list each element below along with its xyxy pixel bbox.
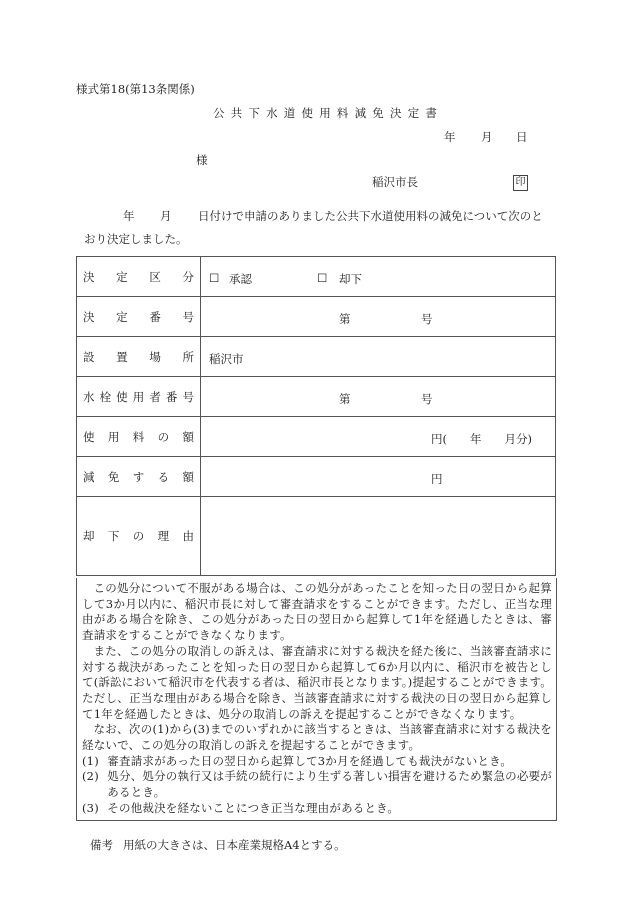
number-suffix: 号: [421, 312, 433, 326]
addressee-honorific: 様: [196, 153, 208, 167]
label-char: の: [132, 529, 145, 543]
row-label: [77, 417, 201, 457]
label-char: 設: [83, 349, 95, 364]
row-label: [77, 377, 201, 417]
notice-paragraph: なお、次の(1)から(3)までのいずれかに該当するときは、当該審査請求に対する裁決を経ないで、この処分の取消しの訴えを提起することができます。: [82, 722, 552, 753]
label-char: 使: [83, 429, 95, 444]
item-number: (2): [82, 769, 99, 784]
item-text: 処分、処分の執行又は手続の続行により生ずる著しい損害を避けるため緊急の必要があるとき。: [107, 769, 552, 800]
label-char: 免: [107, 469, 120, 484]
label-char: 定: [116, 269, 128, 284]
intro-line-2: おり決定しました。: [84, 232, 188, 246]
label-char: す: [132, 469, 145, 484]
label-char: 額: [182, 469, 194, 484]
notice-list-item: [82, 754, 552, 770]
number-suffix: 号: [421, 392, 433, 406]
intro-year: 年: [123, 209, 135, 223]
number-prefix: 第: [339, 312, 351, 326]
row-label-text: [83, 349, 194, 365]
table-row: [77, 337, 556, 377]
label-char: 所: [182, 349, 194, 364]
label-char: 用: [107, 429, 120, 444]
row-value: 稲沢市: [209, 352, 244, 366]
table-row: [77, 417, 556, 457]
row-value-field[interactable]: [201, 377, 556, 417]
row-label-text: [83, 429, 194, 445]
remark: [90, 840, 346, 852]
item-number: (1): [82, 753, 99, 768]
option-label: 承認: [229, 272, 252, 286]
row-label-text: [83, 469, 194, 485]
table-row: [77, 257, 556, 297]
row-label: [77, 297, 201, 337]
date-month-label: 月: [481, 130, 493, 144]
label-char: 番: [165, 389, 178, 404]
date-day-label: 日: [516, 130, 528, 144]
table-row: [77, 297, 556, 337]
number-prefix: 第: [339, 392, 351, 406]
row-label: [77, 257, 201, 297]
row-label-text: [83, 309, 194, 325]
label-char: 決: [83, 309, 95, 324]
checkbox-reject[interactable]: ☐: [317, 271, 328, 285]
label-char: 額: [182, 429, 194, 444]
notice-list-item: [82, 801, 552, 817]
label-char: 置: [116, 349, 128, 364]
issuer-name: 稲沢市長: [372, 175, 418, 189]
intro-line-1: [123, 211, 543, 223]
seal-stamp-icon: 印: [513, 175, 528, 191]
label-char: 定: [116, 309, 128, 324]
row-label: [77, 497, 201, 576]
row-value: 円: [431, 472, 443, 486]
date-year-label: 年: [444, 130, 456, 144]
label-char: 区: [149, 269, 161, 284]
label-char: 番: [149, 309, 161, 324]
label-char: 水: [83, 389, 95, 404]
decision-form-table: [76, 256, 556, 576]
remark-label: 備考: [90, 838, 113, 852]
label-char: 分: [182, 269, 194, 284]
item-text: 審査請求があった日の翌日から起算して3か月を経過しても裁決がないとき。: [107, 753, 513, 768]
row-label-text: [83, 389, 194, 405]
remark-text: 用紙の大きさは、日本産業規格A4とする。: [123, 838, 346, 852]
notice-paragraph: また、この処分の取消しの訴えは、審査請求に対する裁決を経た後に、当該審査請求に対する裁決があったことを知った日の翌日から起算して6か月以内に、稲沢市を被告として(訴訟において稲沢市を代表する者は、稲沢市長となります。)提起することができます。ただし、正当な理由がある場合を除き、当該審査請求に対する裁決の日の翌日から起算して1年を経過したときは、処分の取消しの訴えを提起することができなくなります。: [82, 643, 552, 721]
label-char: の: [157, 429, 170, 444]
item-text: その他裁決を経ないことにつき正当な理由があるとき。: [107, 800, 400, 815]
label-char: 号: [182, 309, 194, 324]
row-label: [77, 457, 201, 497]
label-char: 由: [182, 529, 194, 543]
label-char: 決: [83, 269, 95, 284]
row-value: 円( 年 月分): [431, 432, 532, 446]
row-value-field[interactable]: [201, 297, 556, 337]
label-char: 下: [107, 529, 120, 543]
item-number: (3): [82, 800, 99, 815]
table-row: [77, 497, 556, 576]
label-char: 減: [83, 469, 95, 484]
label-char: 場: [149, 349, 161, 364]
table-row: [77, 457, 556, 497]
row-value-field[interactable]: [201, 417, 556, 457]
label-char: 却: [83, 529, 95, 543]
table-row: [77, 377, 556, 417]
row-label-text: [83, 528, 194, 544]
checkbox-approve[interactable]: ☐: [209, 271, 220, 285]
notice-paragraph: この処分について不服がある場合は、この処分があったことを知った日の翌日から起算して3か月以内に、稲沢市長に対して審査請求をすることができます。ただし、正当な理由がある場合を除き、この処分があった日の翌日から起算して1年を経過したときは、審査請求をすることができなくなります。: [82, 581, 552, 643]
label-char: 理: [157, 529, 170, 543]
label-char: 使: [116, 389, 128, 404]
label-char: 用: [132, 389, 145, 404]
form-number: 様式第18(第13条関係): [76, 82, 195, 96]
row-value-field[interactable]: [201, 337, 556, 377]
option-label: 却下: [339, 272, 362, 286]
row-value-field[interactable]: [201, 457, 556, 497]
row-value-field[interactable]: [201, 257, 556, 297]
label-char: 者: [149, 389, 161, 404]
label-char: 料: [132, 429, 145, 444]
row-value-field[interactable]: [201, 497, 556, 576]
intro-month: 月: [160, 209, 172, 223]
row-label: [77, 337, 201, 377]
document-title: 公共下水道使用料減免決定書: [213, 106, 444, 120]
label-char: る: [157, 469, 170, 484]
row-label-text: [83, 269, 194, 285]
label-char: 号: [182, 389, 194, 404]
notice-list-item: [82, 769, 552, 800]
label-char: 栓: [99, 389, 112, 404]
intro-text: 日付けで申請のありました公共下水道使用料の減免について次のと: [198, 209, 543, 223]
appeal-notice: [76, 578, 557, 821]
